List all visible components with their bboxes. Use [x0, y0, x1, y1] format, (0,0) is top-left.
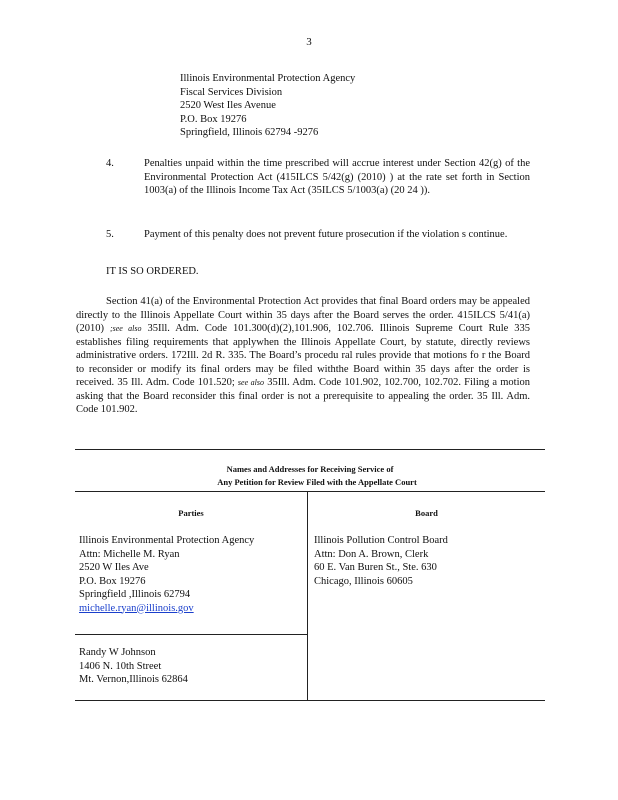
paragraph-text: 35Ill. Adm. Code 101.902, 102.700, 102.702. Filing a motion asking that the Board reconsider this final order is not a prerequisite to appealing the order. 35 Ill. Adm. Code 101.902. [76, 377, 530, 415]
address-line: P.O. Box 19276 [180, 113, 247, 125]
item-text: Penalties unpaid within the time prescribed will accrue interest under Section 42(g) of the Environmental Protection Act (415ILCS 5/42(g) (2010) ) at the rate set forth in Section 1003(a) of the Illinois Income Tax Act (35ILCS 5/1003(a) (20 24 )). [144, 158, 530, 196]
payment-address [180, 72, 355, 140]
address-line: Chicago, Illinois 60605 [314, 575, 413, 587]
email-link[interactable]: michelle.ryan@illinois.gov [79, 602, 194, 614]
header-line: Any Petition for Review Filed with the Appellate Court [217, 477, 417, 487]
item-number: 5. [106, 229, 114, 240]
board-address [314, 534, 448, 588]
party-divider [75, 634, 307, 635]
address-line: Springfield ,Illinois 62794 [79, 589, 191, 600]
parties-column-label: Parties [178, 508, 204, 518]
order-item-4 [106, 157, 530, 198]
address-line: Attn: Michelle M. Ryan [79, 548, 180, 560]
page-number: 3 [306, 36, 312, 48]
address-line: Illinois Pollution Control Board [314, 535, 448, 546]
appeal-paragraph [76, 295, 530, 417]
so-ordered-line: IT IS SO ORDERED. [106, 266, 199, 277]
item-text: Payment of this penalty does not prevent future prosecution if the violation s continue. [144, 229, 508, 240]
service-table-header [75, 463, 545, 489]
header-divider [75, 491, 545, 492]
column-divider [307, 492, 308, 700]
address-line: Illinois Environmental Protection Agency [180, 73, 356, 84]
address-line: Randy W Johnson [79, 647, 156, 658]
party-iepa-address [79, 534, 254, 615]
see-also-italic: see also [237, 378, 265, 387]
party-johnson-address [79, 646, 188, 687]
address-line: Springfield, Illinois 62794 -9276 [180, 127, 319, 138]
see-also-italic: ;see also [109, 324, 142, 333]
address-line: Attn: Don A. Brown, Clerk [314, 548, 429, 560]
order-item-5 [106, 228, 530, 242]
address-line: 60 E. Van Buren St., Ste. 630 [314, 562, 437, 573]
address-line: 1406 N. 10th Street [79, 660, 162, 672]
address-line: 2520 West Iles Avenue [180, 100, 276, 111]
address-line: Fiscal Services Division [180, 86, 283, 98]
table-top-rule [75, 449, 545, 450]
address-line: Mt. Vernon,Illinois 62864 [79, 674, 188, 685]
address-line: 2520 W Iles Ave [79, 562, 149, 573]
header-line: Names and Addresses for Receiving Service of [226, 464, 394, 474]
item-number: 4. [106, 158, 114, 169]
board-column-label: Board [415, 508, 438, 518]
table-bottom-rule [75, 700, 545, 701]
address-line: P.O. Box 19276 [79, 575, 146, 587]
paragraph-text: 35Ill. Adm. Code 101.300(d)(2),101.906, 102.706. Illinois Supreme Court Rule 335 establishes filing requirements that applywhen the Illinois Appellate Court, by statute, directly reviews administrative orders. 172Ill. 2d R. 335. The Board’s procedu ral rules provide that motions fo r the Board to reconsider or modify its final orders may be filed withthe Board within 35 days after the order is received. 35 Ill. Adm. Code 101.520; [76, 323, 530, 388]
address-line: Illinois Environmental Protection Agency [79, 535, 255, 546]
paragraph-text: Section 41(a) of the Environmental Protection Act provides that final Board orders may be appealed directly to the Illinois Appellate Court within 35 days after the Board serves the order. 415ILCS 5/41(a) (2010) [76, 296, 530, 334]
